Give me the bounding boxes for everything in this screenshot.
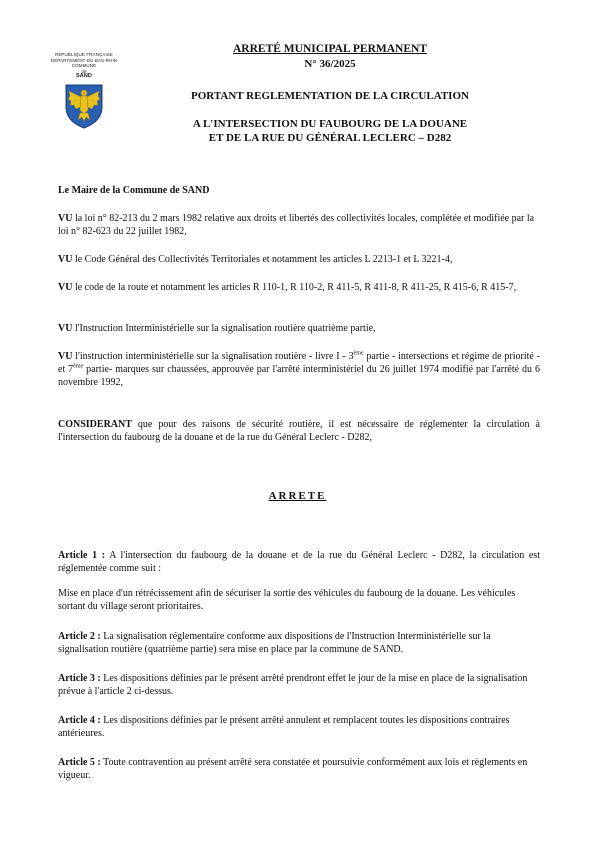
considerant-text: que pour des raisons de sécurité routière, il est nécessaire de réglementer la circulation à l'intersection du faubourg de la douane et de la rue du Général Leclerc - D282, — [58, 419, 540, 444]
vu-text: l'Instruction Interministérielle sur la signalisation routière quatrième partie, — [72, 323, 376, 334]
article-3 — [58, 672, 540, 698]
article-4 — [58, 714, 540, 740]
article-3-label: Article 3 : — [58, 673, 101, 684]
vu-text: le Code Général des Collectivités Territoriales et notamment les articles L 2213-1 et L 3221-4, — [72, 254, 453, 265]
article-4-label: Article 4 : — [58, 715, 101, 726]
commune-logo — [40, 52, 128, 129]
vu-paragraph-1 — [58, 212, 540, 238]
vu-paragraph-4 — [58, 322, 540, 335]
decree-subject: PORTANT REGLEMENTATION DE LA CIRCULATION — [191, 90, 469, 102]
article-1 — [58, 549, 540, 575]
logo-department: DÉPARTEMENT DU BAS-RHIN — [50, 57, 118, 63]
vu-paragraph-5 — [58, 350, 540, 390]
vu-text-b: partie - intersections et régime de priorité - et 7 — [58, 351, 540, 376]
article-1-text: A l'intersection du faubourg de la douane et de la rue du Général Leclerc - D282, la circulation est réglementée comme suit : — [58, 550, 540, 575]
vu-text: le code de la route et notamment les articles R 110-1, R 110-2, R 411-5, R 411-8, R 411-25, R 415-6, R 415-7, — [72, 282, 517, 293]
considerant-keyword: CONSIDERANT — [58, 419, 132, 430]
considerant-paragraph — [58, 418, 540, 444]
decree-number: N° 36/2025 — [304, 58, 356, 70]
article-5-label: Article 5 : — [58, 757, 101, 768]
arrete-heading: ARRETE — [268, 490, 327, 502]
vu-paragraph-2 — [58, 253, 540, 266]
logo-sand: SAND — [76, 73, 92, 79]
vu-keyword: VU — [58, 282, 73, 293]
article-5 — [58, 756, 540, 782]
article-1-label: Article 1 : — [58, 550, 106, 561]
eagle-crest-icon — [64, 83, 104, 129]
vu-keyword: VU — [58, 254, 73, 265]
vu-text-c: partie- marques sur chaussées, approuvée par l'arrêté interministériel du 26 juillet 1974 modifié par l'arrêté du 6 novembre 1992, — [58, 364, 541, 389]
article-1-detail: Mise en place d'un rétrécissement afin de sécuriser la sortie des véhicules du faubourg de la douane. Les véhicules sortant du village seront prioritaires. — [58, 588, 516, 613]
vu-paragraph-3 — [58, 281, 540, 294]
mayor-line: Le Maire de la Commune de SAND — [58, 185, 210, 196]
vu-superscript-a: ème — [353, 350, 364, 357]
vu-text: la loi n° 82-213 du 2 mars 1982 relative aux droits et libertés des collectivités locales, complétée et modifiée par la loi n° 82-623 du 22 juillet 1982, — [58, 213, 535, 238]
vu-superscript-b: ème — [73, 363, 84, 370]
vu-keyword: VU — [58, 323, 73, 334]
decree-location-line2: ET DE LA RUE DU GÉNÉRAL LECLERC – D282 — [208, 132, 452, 144]
article-4-text: Les dispositions définies par le présent arrêté annulent et remplacent toutes les dispositions contraires antérieures. — [58, 715, 510, 740]
article-2-text: La signalisation réglementaire conforme aux dispositions de l'Instruction Interministérielle sur la signalisation routière (quatrième partie) sera mise en place par la commune de SAND. — [58, 631, 491, 656]
article-2-label: Article 2 : — [58, 631, 101, 642]
logo-commune: COMMUNE — [71, 63, 97, 68]
article-2 — [58, 630, 540, 656]
article-5-text: Toute contravention au présent arrêté sera constatée et poursuivie conformément aux lois et règlements en vigueur. — [58, 757, 528, 782]
article-3-text: Les dispositions définies par le présent arrêté prendront effet le jour de la mise en place de la signalisation prévue à l'article 2 ci-dessus. — [58, 673, 528, 698]
decree-title: ARRETÉ MUNICIPAL PERMANENT — [232, 43, 428, 55]
decree-location-line1: A L'INTERSECTION DU FAUBOURG DE LA DOUANE — [192, 118, 468, 130]
vu-text-a: l'instruction interministérielle sur la signalisation routière - livre I - 3 — [72, 351, 354, 362]
logo-de: de — [81, 68, 87, 74]
vu-keyword: VU — [58, 213, 73, 224]
vu-keyword: VU — [58, 351, 73, 362]
logo-republic: RÉPUBLIQUE FRANÇAISE — [54, 52, 113, 57]
